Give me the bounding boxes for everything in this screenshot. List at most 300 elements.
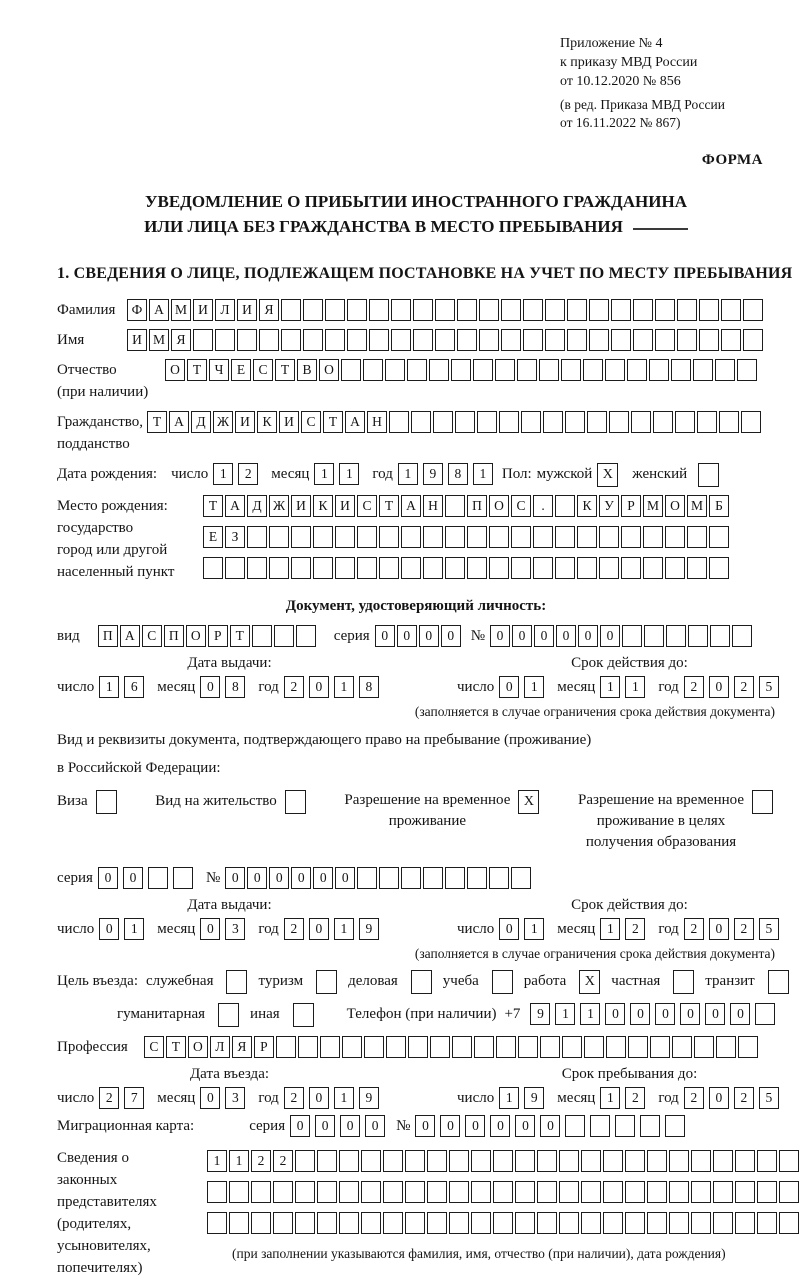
char-cell[interactable] (515, 1212, 535, 1234)
char-cell[interactable]: В (297, 359, 317, 381)
char-cell[interactable] (691, 1150, 711, 1172)
char-cell[interactable]: 0 (512, 625, 532, 647)
char-cell[interactable] (677, 329, 697, 351)
char-cell[interactable] (379, 867, 399, 889)
char-cell[interactable] (229, 1181, 249, 1203)
char-cell[interactable]: 1 (99, 676, 119, 698)
char-cell[interactable] (383, 1150, 403, 1172)
char-cell[interactable]: 0 (200, 918, 220, 940)
char-cell[interactable]: 0 (309, 918, 329, 940)
char-cell[interactable]: 0 (515, 1115, 535, 1137)
char-cell[interactable] (479, 329, 499, 351)
char-cell[interactable] (173, 867, 193, 889)
char-cell[interactable] (627, 359, 647, 381)
char-cell[interactable]: 0 (397, 625, 417, 647)
char-cell[interactable]: Ф (127, 299, 147, 321)
char-cell[interactable] (259, 329, 279, 351)
char-cell[interactable]: 2 (625, 1087, 645, 1109)
char-cell[interactable]: 0 (335, 867, 355, 889)
char-cell[interactable] (401, 557, 421, 579)
char-cell[interactable] (496, 1036, 516, 1058)
char-cell[interactable]: П (98, 625, 118, 647)
char-cell[interactable] (735, 1150, 755, 1172)
char-cell[interactable]: 2 (734, 676, 754, 698)
char-cell[interactable] (735, 1212, 755, 1234)
char-cell[interactable] (581, 1181, 601, 1203)
char-cell[interactable]: 0 (709, 1087, 729, 1109)
char-cell[interactable]: 0 (200, 1087, 220, 1109)
char-cell[interactable]: И (335, 495, 355, 517)
char-cell[interactable] (699, 299, 719, 321)
char-cell[interactable]: 2 (684, 676, 704, 698)
char-cell[interactable] (640, 1115, 660, 1137)
char-cell[interactable]: А (401, 495, 421, 517)
char-cell[interactable] (669, 1212, 689, 1234)
char-cell[interactable]: 7 (124, 1087, 144, 1109)
char-cell[interactable] (713, 1150, 733, 1172)
business-checkbox[interactable] (411, 970, 432, 994)
char-cell[interactable] (545, 329, 565, 351)
char-cell[interactable]: 9 (530, 1003, 550, 1025)
char-cell[interactable] (273, 1181, 293, 1203)
char-cell[interactable] (474, 1036, 494, 1058)
char-cell[interactable] (757, 1212, 777, 1234)
char-cell[interactable] (738, 1036, 758, 1058)
char-cell[interactable] (451, 359, 471, 381)
char-cell[interactable]: С (142, 625, 162, 647)
char-cell[interactable] (779, 1212, 799, 1234)
char-cell[interactable] (467, 867, 487, 889)
char-cell[interactable] (567, 299, 587, 321)
char-cell[interactable] (669, 1181, 689, 1203)
char-cell[interactable] (430, 1036, 450, 1058)
char-cell[interactable]: 1 (207, 1150, 227, 1172)
char-cell[interactable] (445, 557, 465, 579)
char-cell[interactable] (247, 557, 267, 579)
char-cell[interactable] (537, 1181, 557, 1203)
char-cell[interactable] (537, 1212, 557, 1234)
char-cell[interactable] (325, 299, 345, 321)
char-cell[interactable]: 2 (273, 1150, 293, 1172)
char-cell[interactable] (457, 299, 477, 321)
char-cell[interactable]: А (120, 625, 140, 647)
char-cell[interactable] (325, 329, 345, 351)
char-cell[interactable] (565, 411, 585, 433)
char-cell[interactable] (709, 526, 729, 548)
char-cell[interactable]: М (643, 495, 663, 517)
char-cell[interactable] (555, 557, 575, 579)
char-cell[interactable]: Я (232, 1036, 252, 1058)
char-cell[interactable]: О (665, 495, 685, 517)
char-cell[interactable] (515, 1150, 535, 1172)
char-cell[interactable]: Н (423, 495, 443, 517)
char-cell[interactable] (489, 526, 509, 548)
char-cell[interactable] (405, 1150, 425, 1172)
char-cell[interactable]: 0 (490, 1115, 510, 1137)
char-cell[interactable] (644, 625, 664, 647)
char-cell[interactable] (721, 329, 741, 351)
char-cell[interactable] (274, 625, 294, 647)
char-cell[interactable] (225, 557, 245, 579)
char-cell[interactable]: А (169, 411, 189, 433)
char-cell[interactable] (647, 1212, 667, 1234)
char-cell[interactable]: 1 (334, 676, 354, 698)
char-cell[interactable]: 1 (600, 918, 620, 940)
char-cell[interactable]: Т (203, 495, 223, 517)
other-checkbox[interactable] (293, 1003, 314, 1027)
char-cell[interactable]: . (533, 495, 553, 517)
char-cell[interactable] (423, 557, 443, 579)
char-cell[interactable]: 5 (759, 676, 779, 698)
char-cell[interactable]: Р (621, 495, 641, 517)
char-cell[interactable]: 2 (251, 1150, 271, 1172)
char-cell[interactable] (247, 526, 267, 548)
char-cell[interactable]: Т (147, 411, 167, 433)
char-cell[interactable] (647, 1181, 667, 1203)
char-cell[interactable] (449, 1150, 469, 1172)
char-cell[interactable] (407, 359, 427, 381)
char-cell[interactable]: 0 (680, 1003, 700, 1025)
char-cell[interactable]: 2 (284, 676, 304, 698)
char-cell[interactable]: 0 (247, 867, 267, 889)
char-cell[interactable] (699, 329, 719, 351)
char-cell[interactable] (295, 1212, 315, 1234)
char-cell[interactable] (691, 1212, 711, 1234)
char-cell[interactable] (269, 557, 289, 579)
char-cell[interactable] (716, 1036, 736, 1058)
char-cell[interactable] (559, 1150, 579, 1172)
char-cell[interactable] (148, 867, 168, 889)
char-cell[interactable] (467, 526, 487, 548)
char-cell[interactable] (501, 299, 521, 321)
char-cell[interactable] (237, 329, 257, 351)
char-cell[interactable] (361, 1150, 381, 1172)
char-cell[interactable] (590, 1115, 610, 1137)
char-cell[interactable] (427, 1150, 447, 1172)
char-cell[interactable]: З (225, 526, 245, 548)
char-cell[interactable] (655, 299, 675, 321)
char-cell[interactable]: 0 (315, 1115, 335, 1137)
char-cell[interactable]: Ж (213, 411, 233, 433)
tourism-checkbox[interactable] (316, 970, 337, 994)
char-cell[interactable]: 8 (359, 676, 379, 698)
char-cell[interactable] (715, 359, 735, 381)
char-cell[interactable] (489, 557, 509, 579)
char-cell[interactable]: Д (247, 495, 267, 517)
char-cell[interactable]: 1 (334, 1087, 354, 1109)
char-cell[interactable] (411, 411, 431, 433)
char-cell[interactable] (665, 557, 685, 579)
private-checkbox[interactable] (673, 970, 694, 994)
char-cell[interactable] (543, 411, 563, 433)
char-cell[interactable] (587, 411, 607, 433)
char-cell[interactable] (650, 1036, 670, 1058)
char-cell[interactable] (276, 1036, 296, 1058)
char-cell[interactable]: К (257, 411, 277, 433)
char-cell[interactable] (517, 359, 537, 381)
study-checkbox[interactable] (492, 970, 513, 994)
char-cell[interactable] (339, 1150, 359, 1172)
char-cell[interactable]: 0 (313, 867, 333, 889)
char-cell[interactable]: М (687, 495, 707, 517)
char-cell[interactable]: 0 (499, 918, 519, 940)
char-cell[interactable]: 1 (499, 1087, 519, 1109)
char-cell[interactable]: 0 (709, 676, 729, 698)
char-cell[interactable] (743, 329, 763, 351)
char-cell[interactable]: 0 (200, 676, 220, 698)
char-cell[interactable] (589, 329, 609, 351)
char-cell[interactable] (713, 1181, 733, 1203)
char-cell[interactable]: С (253, 359, 273, 381)
char-cell[interactable]: 3 (225, 918, 245, 940)
char-cell[interactable] (755, 1003, 775, 1025)
official-checkbox[interactable] (226, 970, 247, 994)
char-cell[interactable] (611, 329, 631, 351)
char-cell[interactable]: И (127, 329, 147, 351)
char-cell[interactable] (452, 1036, 472, 1058)
char-cell[interactable] (347, 299, 367, 321)
char-cell[interactable] (493, 1212, 513, 1234)
char-cell[interactable]: П (164, 625, 184, 647)
char-cell[interactable] (779, 1181, 799, 1203)
char-cell[interactable] (688, 625, 708, 647)
char-cell[interactable] (665, 526, 685, 548)
char-cell[interactable] (653, 411, 673, 433)
char-cell[interactable]: Д (191, 411, 211, 433)
char-cell[interactable]: 2 (684, 918, 704, 940)
char-cell[interactable]: 1 (625, 676, 645, 698)
char-cell[interactable] (369, 329, 389, 351)
char-cell[interactable]: 0 (309, 676, 329, 698)
char-cell[interactable] (669, 1150, 689, 1172)
char-cell[interactable] (429, 359, 449, 381)
char-cell[interactable] (625, 1181, 645, 1203)
char-cell[interactable] (193, 329, 213, 351)
humanitarian-checkbox[interactable] (218, 1003, 239, 1027)
char-cell[interactable]: С (144, 1036, 164, 1058)
char-cell[interactable] (521, 411, 541, 433)
char-cell[interactable] (621, 526, 641, 548)
char-cell[interactable] (383, 1181, 403, 1203)
char-cell[interactable] (251, 1212, 271, 1234)
char-cell[interactable] (691, 1181, 711, 1203)
char-cell[interactable]: И (291, 495, 311, 517)
char-cell[interactable] (252, 625, 272, 647)
char-cell[interactable] (295, 1150, 315, 1172)
char-cell[interactable] (251, 1181, 271, 1203)
char-cell[interactable] (721, 299, 741, 321)
char-cell[interactable] (757, 1181, 777, 1203)
char-cell[interactable] (713, 1212, 733, 1234)
char-cell[interactable] (383, 1212, 403, 1234)
char-cell[interactable]: Я (171, 329, 191, 351)
char-cell[interactable] (435, 299, 455, 321)
char-cell[interactable] (493, 1181, 513, 1203)
char-cell[interactable] (687, 557, 707, 579)
char-cell[interactable] (379, 526, 399, 548)
char-cell[interactable] (603, 1212, 623, 1234)
char-cell[interactable]: 0 (534, 625, 554, 647)
char-cell[interactable] (719, 411, 739, 433)
char-cell[interactable] (405, 1212, 425, 1234)
char-cell[interactable]: А (149, 299, 169, 321)
char-cell[interactable]: 2 (734, 1087, 754, 1109)
char-cell[interactable]: О (188, 1036, 208, 1058)
char-cell[interactable] (533, 557, 553, 579)
char-cell[interactable] (599, 526, 619, 548)
char-cell[interactable] (427, 1181, 447, 1203)
char-cell[interactable]: 0 (98, 867, 118, 889)
char-cell[interactable]: Т (187, 359, 207, 381)
female-checkbox[interactable] (698, 463, 719, 487)
char-cell[interactable] (499, 411, 519, 433)
char-cell[interactable] (735, 1181, 755, 1203)
char-cell[interactable] (501, 329, 521, 351)
char-cell[interactable] (672, 1036, 692, 1058)
char-cell[interactable]: 0 (730, 1003, 750, 1025)
char-cell[interactable]: Л (210, 1036, 230, 1058)
char-cell[interactable] (511, 557, 531, 579)
char-cell[interactable]: 9 (423, 463, 443, 485)
char-cell[interactable]: М (171, 299, 191, 321)
char-cell[interactable] (757, 1150, 777, 1172)
char-cell[interactable] (281, 329, 301, 351)
char-cell[interactable] (511, 867, 531, 889)
char-cell[interactable]: 9 (359, 918, 379, 940)
temp-residence-education-checkbox[interactable] (752, 790, 773, 814)
char-cell[interactable]: 0 (556, 625, 576, 647)
char-cell[interactable] (495, 359, 515, 381)
char-cell[interactable] (215, 329, 235, 351)
char-cell[interactable] (467, 557, 487, 579)
transit-checkbox[interactable] (768, 970, 789, 994)
char-cell[interactable] (335, 557, 355, 579)
char-cell[interactable] (577, 526, 597, 548)
char-cell[interactable]: 2 (684, 1087, 704, 1109)
char-cell[interactable]: М (149, 329, 169, 351)
char-cell[interactable] (479, 299, 499, 321)
char-cell[interactable] (339, 1181, 359, 1203)
visa-checkbox[interactable] (96, 790, 117, 814)
char-cell[interactable] (489, 867, 509, 889)
residence-permit-checkbox[interactable] (285, 790, 306, 814)
char-cell[interactable] (555, 495, 575, 517)
char-cell[interactable]: 0 (440, 1115, 460, 1137)
char-cell[interactable] (622, 625, 642, 647)
char-cell[interactable]: Е (203, 526, 223, 548)
char-cell[interactable]: 0 (365, 1115, 385, 1137)
char-cell[interactable] (449, 1181, 469, 1203)
char-cell[interactable] (361, 1181, 381, 1203)
char-cell[interactable] (606, 1036, 626, 1058)
char-cell[interactable] (363, 359, 383, 381)
char-cell[interactable] (457, 329, 477, 351)
char-cell[interactable]: 1 (600, 1087, 620, 1109)
char-cell[interactable] (317, 1212, 337, 1234)
char-cell[interactable] (537, 1150, 557, 1172)
char-cell[interactable]: 1 (473, 463, 493, 485)
char-cell[interactable]: О (319, 359, 339, 381)
char-cell[interactable] (445, 495, 465, 517)
char-cell[interactable] (413, 329, 433, 351)
char-cell[interactable] (561, 359, 581, 381)
char-cell[interactable]: 0 (578, 625, 598, 647)
char-cell[interactable]: 0 (441, 625, 461, 647)
char-cell[interactable] (671, 359, 691, 381)
char-cell[interactable] (583, 359, 603, 381)
char-cell[interactable] (203, 557, 223, 579)
char-cell[interactable] (317, 1150, 337, 1172)
char-cell[interactable] (317, 1181, 337, 1203)
char-cell[interactable]: 9 (524, 1087, 544, 1109)
char-cell[interactable] (562, 1036, 582, 1058)
char-cell[interactable] (405, 1181, 425, 1203)
char-cell[interactable] (423, 867, 443, 889)
char-cell[interactable] (303, 299, 323, 321)
char-cell[interactable]: У (599, 495, 619, 517)
char-cell[interactable] (385, 359, 405, 381)
char-cell[interactable] (273, 1212, 293, 1234)
char-cell[interactable] (389, 411, 409, 433)
char-cell[interactable]: Ж (269, 495, 289, 517)
char-cell[interactable]: И (279, 411, 299, 433)
char-cell[interactable]: 6 (124, 676, 144, 698)
char-cell[interactable] (709, 557, 729, 579)
char-cell[interactable] (555, 526, 575, 548)
char-cell[interactable]: 1 (524, 676, 544, 698)
char-cell[interactable] (603, 1150, 623, 1172)
char-cell[interactable]: 0 (225, 867, 245, 889)
char-cell[interactable]: 0 (269, 867, 289, 889)
char-cell[interactable]: 8 (225, 676, 245, 698)
char-cell[interactable] (471, 1181, 491, 1203)
char-cell[interactable] (581, 1150, 601, 1172)
char-cell[interactable] (493, 1150, 513, 1172)
char-cell[interactable] (364, 1036, 384, 1058)
char-cell[interactable] (693, 359, 713, 381)
char-cell[interactable]: 0 (540, 1115, 560, 1137)
char-cell[interactable] (445, 867, 465, 889)
char-cell[interactable]: 0 (600, 625, 620, 647)
char-cell[interactable] (291, 526, 311, 548)
char-cell[interactable]: 5 (759, 1087, 779, 1109)
char-cell[interactable]: Ч (209, 359, 229, 381)
char-cell[interactable] (269, 526, 289, 548)
char-cell[interactable] (539, 359, 559, 381)
char-cell[interactable]: Е (231, 359, 251, 381)
char-cell[interactable]: 0 (705, 1003, 725, 1025)
char-cell[interactable]: И (193, 299, 213, 321)
char-cell[interactable]: С (511, 495, 531, 517)
char-cell[interactable] (207, 1181, 227, 1203)
char-cell[interactable]: 1 (555, 1003, 575, 1025)
char-cell[interactable]: 0 (655, 1003, 675, 1025)
char-cell[interactable]: 2 (284, 918, 304, 940)
char-cell[interactable] (313, 526, 333, 548)
char-cell[interactable]: А (345, 411, 365, 433)
char-cell[interactable]: 2 (734, 918, 754, 940)
char-cell[interactable]: С (301, 411, 321, 433)
char-cell[interactable] (401, 867, 421, 889)
char-cell[interactable] (621, 557, 641, 579)
char-cell[interactable] (423, 526, 443, 548)
char-cell[interactable] (335, 526, 355, 548)
char-cell[interactable]: О (186, 625, 206, 647)
char-cell[interactable] (741, 411, 761, 433)
char-cell[interactable] (666, 625, 686, 647)
char-cell[interactable] (633, 329, 653, 351)
char-cell[interactable] (625, 1150, 645, 1172)
